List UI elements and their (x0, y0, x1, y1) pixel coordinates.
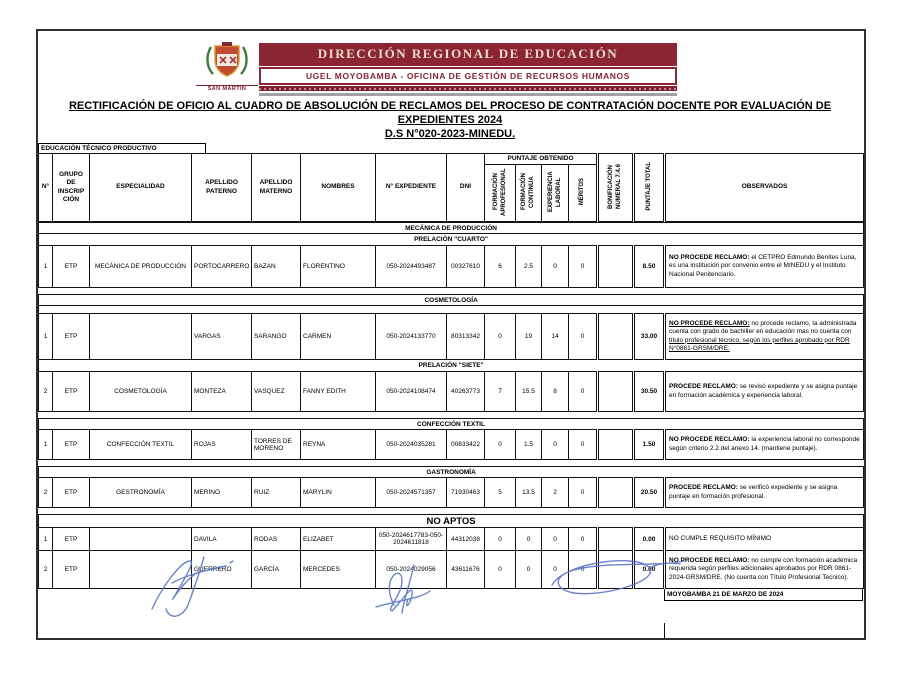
table-row (39, 246, 864, 288)
cell-apellido-paterno: MONTEZA (192, 372, 252, 412)
cell-observados: NO PROCEDE RECLAMO: no procede reclamo, la administrada cuenta con grado de bachiller en educación mas no cuenta con título profesional técnico, según los perfiles aprobado por RDR N°0861-GRSM/DRE. (665, 314, 864, 360)
section-title: CONFECCIÓN TEXTIL (39, 419, 864, 430)
cell-apellido-materno: VASQUEZ (252, 372, 301, 412)
cell-nombres: MERCEDES (301, 551, 376, 589)
cell-apellido-paterno: VARGAS (192, 314, 252, 360)
cell-apellido-materno: TORRES DE MORENO (252, 430, 301, 460)
section-title: MECÁNICA DE PRODUCCIÓN (39, 223, 864, 234)
cell-observados: PROCEDE RECLAMO: se verificó expediente y se asigna puntaje en formación profesional. (665, 478, 864, 508)
cell-n: 2 (39, 551, 53, 589)
prelacion-label: PRELACIÓN "SIETE" (39, 360, 864, 372)
col-bonificacion-label: BONIFICACIÓN NUMERAL 7.4.6 (608, 164, 623, 209)
cell-experiencia-laboral: 2 (542, 478, 569, 508)
cell-bonificacion (598, 246, 634, 288)
cell-formacion-profesional: 0 (485, 430, 516, 460)
results-table (38, 143, 863, 601)
col-n: N° (39, 154, 53, 222)
cell-apellido-paterno: PORTOCARRERO (192, 246, 252, 288)
col-puntaje-total (634, 154, 665, 222)
cell-formacion-continua: 0 (516, 528, 542, 551)
cell-especialidad (90, 528, 192, 551)
group-gastronomia (38, 466, 864, 508)
observados-column-rule (664, 623, 665, 638)
cell-puntaje-total: 8.50 (634, 246, 665, 288)
cell-nombres: FANNY EDITH (301, 372, 376, 412)
cell-puntaje-total: 0.00 (634, 551, 665, 589)
cell-meritos: 0 (569, 246, 598, 288)
col-formacion-continua-label: FORMACIÓN CONTINUA (521, 173, 536, 211)
cell-apellido-materno: GARCÍA (252, 551, 301, 589)
cell-puntaje-total: 0.00 (634, 528, 665, 551)
cell-meritos: 0 (569, 528, 598, 551)
cell-dni: 44312038 (447, 528, 485, 551)
col-especialidad: ESPECIALIDAD (90, 154, 192, 222)
cell-grupo: ETP (53, 528, 90, 551)
group-mecanica (38, 222, 864, 288)
table-header (38, 153, 864, 222)
cell-bonificacion (598, 430, 634, 460)
cell-especialidad: COSMETOLOGÍA (90, 372, 192, 412)
cell-observados: NO PROCEDE RECLAMO: no cumple con formación académica requerida según perfiles adicionales aprobados por RDR 0861-2024-GRSM/DRE. (No cuenta con Título Profesional Tecnico). (665, 551, 864, 589)
cell-observados: PROCEDE RECLAMO: se revisó expediente y se asigna puntaje en formación académica y experiencia laboral. (665, 372, 864, 412)
cell-formacion-continua: 15.5 (516, 372, 542, 412)
cell-bonificacion (598, 478, 634, 508)
spacer-row (39, 306, 864, 314)
cell-puntaje-total: 1.50 (634, 430, 665, 460)
section-bar (39, 467, 864, 478)
cell-meritos: 0 (569, 430, 598, 460)
cell-nombres: CARMEN (301, 314, 376, 360)
cell-n: 2 (39, 372, 53, 412)
table-row (39, 478, 864, 508)
cell-formacion-continua: 0 (516, 551, 542, 589)
col-meritos-label: MÉRITOS (579, 178, 586, 206)
cell-meritos: 0 (569, 372, 598, 412)
cell-n: 2 (39, 478, 53, 508)
document-title (46, 99, 854, 141)
col-meritos (569, 165, 598, 222)
cell-formacion-profesional: 7 (485, 372, 516, 412)
col-puntaje-total-label: PUNTAJE TOTAL (645, 162, 652, 211)
cell-expediente: 050-2024029056 (376, 551, 447, 589)
col-apellido-paterno: APELLIDO PATERNO (192, 154, 252, 222)
section-bar (39, 419, 864, 430)
cell-apellido-materno: RODAS (252, 528, 301, 551)
cell-experiencia-laboral: 0 (542, 551, 569, 589)
table-row (39, 372, 864, 412)
signature-right (538, 551, 698, 607)
signature-center (358, 559, 448, 621)
cell-experiencia-laboral: 8 (542, 372, 569, 412)
cell-dni: 80313342 (447, 314, 485, 360)
col-expediente: N° EXPEDIENTE (376, 154, 447, 222)
cell-observados: NO PROCEDE RECLAMO: el CETPRO Edmundo Benites Luna, es una institución por convenio entre el MINEDU y el Instituto Nacional Penitenciario. (665, 246, 864, 288)
cell-formacion-profesional: 0 (485, 528, 516, 551)
cell-grupo: ETP (53, 372, 90, 412)
col-observados: OBSERVADOS (665, 154, 864, 222)
cell-formacion-profesional: 6 (485, 246, 516, 288)
cell-dni: 00327610 (447, 246, 485, 288)
table-row (39, 528, 864, 551)
cell-apellido-paterno: DAVILA (192, 528, 252, 551)
cell-experiencia-laboral: 14 (542, 314, 569, 360)
cell-n: 1 (39, 528, 53, 551)
cell-expediente: 050-2024035281 (376, 430, 447, 460)
cell-apellido-paterno: ROJAS (192, 430, 252, 460)
cell-apellido-materno: RUIZ (252, 478, 301, 508)
col-formacion-profesional (485, 165, 516, 222)
title-line-2: D.S N°020-2023-MINEDU. (384, 128, 516, 140)
cell-meritos: 0 (569, 314, 598, 360)
cell-expediente: 050-2024617783-050-2024611818 (376, 528, 447, 551)
cell-formacion-continua: 1.5 (516, 430, 542, 460)
col-nombres: NOMBRES (301, 154, 376, 222)
cell-nombres: REYNA (301, 430, 376, 460)
group-confeccion (38, 418, 864, 460)
banner-subtitle: UGEL MOYOBAMBA - OFICINA DE GESTIÓN DE RECURSOS HUMANOS (259, 67, 677, 85)
col-experiencia-laboral-label: EXPERIENCIA LABORAL (547, 171, 562, 213)
cell-formacion-profesional: 0 (485, 551, 516, 589)
cell-meritos: 0 (569, 478, 598, 508)
section-bar (39, 515, 864, 528)
cell-bonificacion (598, 528, 634, 551)
cell-dni: 43611676 (447, 551, 485, 589)
cell-formacion-continua: 13.5 (516, 478, 542, 508)
col-experiencia-laboral (542, 165, 569, 222)
cell-expediente: 050-2024108474 (376, 372, 447, 412)
cell-apellido-materno: BAZAN (252, 246, 301, 288)
cell-observados: NO CUMPLE REQUISITO MÍNIMO (665, 528, 864, 551)
cell-grupo: ETP (53, 551, 90, 589)
cell-apellido-paterno: GUERRERO (192, 551, 252, 589)
col-group-puntaje: PUNTAJE OBTENIDO (485, 154, 598, 165)
cell-nombres: ELIZABET (301, 528, 376, 551)
cell-grupo: ETP (53, 314, 90, 360)
cell-apellido-materno: SARANGO (252, 314, 301, 360)
cell-puntaje-total: 30.50 (634, 372, 665, 412)
col-formacion-profesional-label: FORMACIÓN APROFESIONAL (492, 168, 507, 216)
cell-experiencia-laboral: 0 (542, 528, 569, 551)
cell-experiencia-laboral: 0 (542, 430, 569, 460)
cell-bonificacion (598, 314, 634, 360)
cell-formacion-profesional: 0 (485, 314, 516, 360)
group-cosmetologia (38, 294, 864, 412)
section-bar (39, 223, 864, 234)
cell-dni: 71930463 (447, 478, 485, 508)
page-frame (36, 29, 866, 640)
col-apellido-materno: APELLIDO MATERNO (252, 154, 301, 222)
cell-formacion-continua: 19 (516, 314, 542, 360)
signature-left (138, 549, 268, 621)
title-line-1: RECTIFICACIÓN DE OFICIO AL CUADRO DE ABSOLUCIÓN DE RECLAMOS DEL PROCESO DE CONTRATACIÓN DOCENTE POR EVALUACIÓN DE EXPEDIENTES 2024 (68, 100, 832, 126)
prelacion-bar (39, 234, 864, 246)
cell-formacion-profesional: 5 (485, 478, 516, 508)
table-row (39, 314, 864, 360)
col-dni: DNI (447, 154, 485, 222)
cell-observados: NO PROCEDE RECLAMO: la experiencia laboral no corresponde según criterio 2.2 del anexo 14. (mantiene puntaje). (665, 430, 864, 460)
cell-expediente: 050-2024493487 (376, 246, 447, 288)
cell-nombres: FLORENTINO (301, 246, 376, 288)
cell-especialidad: CONFECCIÓN TEXTIL (90, 430, 192, 460)
cell-grupo: ETP (53, 478, 90, 508)
col-grupo: GRUPO DE INSCRIP CIÓN (53, 154, 90, 222)
section-title: COSMETOLOGÍA (39, 295, 864, 306)
col-formacion-continua (516, 165, 542, 222)
cell-puntaje-total: 33.00 (634, 314, 665, 360)
cell-dni: 40263773 (447, 372, 485, 412)
cell-grupo: ETP (53, 430, 90, 460)
cell-nombres: MARYLIN (301, 478, 376, 508)
cell-dni: 00833422 (447, 430, 485, 460)
cell-n: 1 (39, 314, 53, 360)
cell-especialidad: MECÁNICA DE PRODUCCIÓN (90, 246, 192, 288)
cell-especialidad (90, 314, 192, 360)
cell-n: 1 (39, 430, 53, 460)
prelacion-bar (39, 360, 864, 372)
cell-apellido-paterno: MERINO (192, 478, 252, 508)
coat-of-arms-icon (205, 41, 249, 79)
cell-experiencia-laboral: 0 (542, 246, 569, 288)
col-bonificacion (598, 154, 634, 222)
banner-motto-strip (259, 86, 677, 91)
cell-puntaje-total: 20.50 (634, 478, 665, 508)
cell-grupo: ETP (53, 246, 90, 288)
section-title: GASTRONOMÍA (39, 467, 864, 478)
date-box: MOYOBAMBA 21 DE MARZO DE 2024 (664, 589, 863, 601)
cell-n: 1 (39, 246, 53, 288)
cell-expediente: 050-2024571357 (376, 478, 447, 508)
cell-formacion-continua: 2.5 (516, 246, 542, 288)
banner-divider (259, 93, 677, 96)
cell-expediente: 050-2024133770 (376, 314, 447, 360)
cell-bonificacion (598, 372, 634, 412)
header-row-group (39, 154, 864, 165)
cell-especialidad: GESTRONOMÍA (90, 478, 192, 508)
section-title: NO APTOS (39, 515, 864, 528)
prelacion-label: PRELACIÓN "CUARTO" (39, 234, 864, 246)
table-row (39, 430, 864, 460)
modality-label: EDUCACIÓN TÉCNICO PRODUCTIVO (38, 143, 206, 153)
header-banner (259, 43, 677, 96)
banner-title: DIRECCIÓN REGIONAL DE EDUCACIÓN (259, 43, 677, 66)
logo-caption: SAN MARTÍN (196, 85, 258, 92)
institution-logo (196, 41, 258, 92)
section-bar (39, 295, 864, 306)
cell-meritos: 0 (569, 551, 598, 589)
